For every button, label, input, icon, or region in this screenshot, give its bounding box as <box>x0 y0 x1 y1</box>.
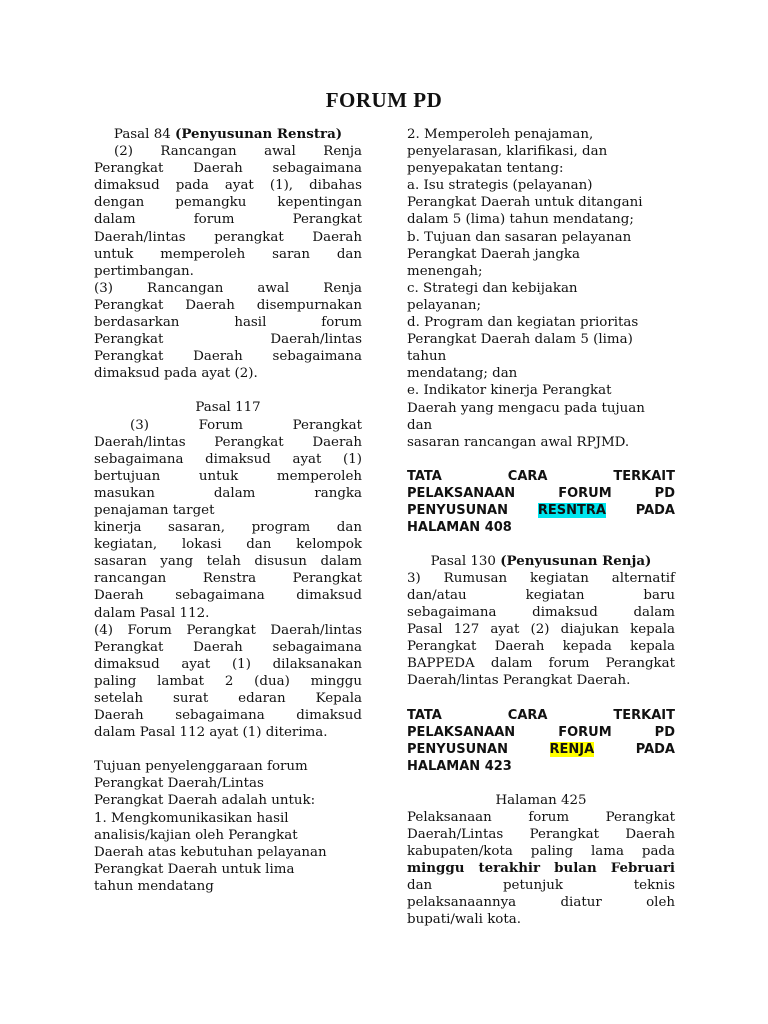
pasal-117-ayat-4 <box>94 622 362 742</box>
text-line: sasaran rancangan awal RPJMD. <box>407 434 630 450</box>
text-line: dalam Pasal 112 ayat (1) diterima. <box>94 725 328 741</box>
text-line: dalam 5 (lima) tahun mendatang; <box>407 212 634 228</box>
text-line: sebagaimana dimaksud ayat (1) <box>94 451 362 467</box>
bold-deadline: minggu terakhir bulan Februari <box>407 859 675 876</box>
pasal-130-label: Pasal 130 <box>430 553 501 569</box>
text-line: Pelaksanaan forum Perangkat <box>407 809 675 825</box>
text-line: dan <box>407 417 433 433</box>
text-line: dengan pemangku kepentingan <box>94 195 362 211</box>
text-line: dalam forum Perangkat <box>94 212 362 228</box>
text-line: menengah; <box>407 263 483 279</box>
text-line: (2) Rancangan awal Renja <box>114 144 362 160</box>
text-line: masukan dalam rangka <box>94 485 362 501</box>
halaman-425-body <box>407 809 675 929</box>
text-line <box>407 741 675 758</box>
text-line: Perangkat Daerah sebagaimana <box>94 161 362 177</box>
text-line: Daerah/Lintas Perangkat Daerah <box>407 826 675 842</box>
text-line: d. Program dan kegiatan prioritas <box>407 315 639 331</box>
text-line: 3) Rumusan kegiatan alternatif <box>407 570 675 586</box>
tata-cara-renja-heading <box>407 707 675 775</box>
text-line: pelaksanaannya diatur oleh <box>407 895 675 911</box>
text-line: Pasal 127 ayat (2) diajukan kepala <box>407 622 675 638</box>
text-line: Perangkat Daerah adalah untuk: <box>94 793 316 809</box>
text-line: pelayanan; <box>407 297 482 313</box>
pasal-84-label: Pasal 84 <box>113 127 175 142</box>
pasal-84-ayat-2 <box>94 143 362 280</box>
text-line: Daerah/lintas Perangkat Daerah <box>94 434 362 450</box>
text-line: Daerah yang mengacu pada tujuan <box>407 400 645 416</box>
highlight-renja: RENJA <box>549 741 595 757</box>
text-line: penyepakatan tentang: <box>407 161 564 177</box>
text-line: tahun mendatang <box>94 878 214 894</box>
pasal-84-subtitle: (Penyusunan Renstra) <box>175 126 343 142</box>
text-line: sasaran yang telah disusun dalam <box>94 554 362 570</box>
text-line: dan/atau kegiatan baru <box>407 587 675 603</box>
pasal-130-subtitle: (Penyusunan Renja) <box>500 552 652 569</box>
text-line: c. Strategi dan kebijakan <box>407 280 578 296</box>
tata-cara-renstra-heading <box>407 468 675 536</box>
text-line: e. Indikator kinerja Perangkat <box>407 383 612 399</box>
text-line: Perangkat Daerah jangka <box>407 246 580 262</box>
text-line: paling lambat 2 (dua) minggu <box>94 673 362 689</box>
pasal-117-ayat-3 <box>94 417 362 622</box>
text-line: untuk memperoleh saran dan <box>94 246 362 262</box>
text-line: berdasarkan hasil forum <box>94 315 362 331</box>
pasal-130-heading <box>407 553 675 570</box>
text-run: PENYUSUNAN <box>407 502 538 518</box>
text-line: Daerah atas kebutuhan pelayanan <box>94 844 327 860</box>
pasal-117-heading: Pasal 117 <box>195 400 261 416</box>
text-line: Perangkat Daerah/Lintas <box>94 776 264 792</box>
text-line <box>407 502 675 519</box>
text-line: penyelarasan, klarifikasi, dan <box>407 144 608 160</box>
text-line: analisis/kajian oleh Perangkat <box>94 827 298 843</box>
text-line: dalam Pasal 112. <box>94 605 210 621</box>
page-title: FORUM PD <box>325 88 443 112</box>
text-line: Perangkat Daerah untuk lima <box>94 861 295 877</box>
text-line: TATA CARA TERKAIT <box>407 468 675 484</box>
text-line: kinerja sasaran, program dan <box>94 520 362 536</box>
text-line: b. Tujuan dan sasaran pelayanan <box>407 229 632 245</box>
text-line: Perangkat Daerah dalam 5 (lima) <box>407 332 633 348</box>
text-line: pertimbangan. <box>94 263 194 279</box>
text-line: kegiatan, lokasi dan kelompok <box>94 537 362 553</box>
text-line: Perangkat Daerah/lintas <box>94 332 362 348</box>
text-line: PELAKSANAAN FORUM PD <box>407 724 675 740</box>
text-line: dan petunjuk teknis <box>407 878 675 893</box>
pasal-130-body <box>407 570 675 690</box>
text-line: Perangkat Daerah disempurnakan <box>94 297 362 313</box>
text-line: bupati/wali kota. <box>407 912 521 928</box>
text-line: Daerah/lintas perangkat Daerah <box>94 229 362 245</box>
text-line: (3) Forum Perangkat <box>130 417 362 433</box>
text-line: TATA CARA TERKAIT <box>407 707 675 723</box>
pasal-84-ayat-3 <box>94 280 362 383</box>
text-line: BAPPEDA dalam forum Perangkat <box>407 656 675 672</box>
text-line: dimaksud pada ayat (2). <box>94 366 258 382</box>
highlight-resntra: RESNTRA <box>537 502 606 518</box>
text-line: dimaksud ayat (1) dilaksanakan <box>94 656 362 672</box>
text-line: 2. Memperoleh penajaman, <box>407 127 594 142</box>
text-line: Perangkat Daerah sebagaimana <box>94 349 362 365</box>
text-line: dimaksud pada ayat (1), dibahas <box>94 178 362 194</box>
text-line: HALAMAN 408 <box>407 519 512 535</box>
text-line: (3) Rancangan awal Renja <box>94 280 362 296</box>
tujuan-paragraph <box>94 758 362 895</box>
text-run: PENYUSUNAN <box>407 741 550 757</box>
left-column <box>94 126 362 895</box>
text-line: HALAMAN 423 <box>407 758 512 774</box>
text-line: penajaman target <box>94 502 215 518</box>
text-line: Tujuan penyelenggaraan forum <box>94 759 308 775</box>
tujuan-continued <box>407 126 675 451</box>
text-line: kabupaten/kota paling lama pada <box>407 843 675 859</box>
text-line: sebagaimana dimaksud dalam <box>407 605 675 621</box>
text-line: (4) Forum Perangkat Daerah/lintas <box>94 622 362 638</box>
text-line: Daerah sebagaimana dimaksud <box>94 708 362 724</box>
text-line: 1. Mengkomunikasikan hasil <box>94 810 289 826</box>
text-line: Perangkat Daerah untuk ditangani <box>407 195 643 211</box>
text-line <box>407 860 675 877</box>
text-run: PADA <box>605 502 675 518</box>
text-line: a. Isu strategis (pelayanan) <box>407 178 593 194</box>
text-line: Daerah sebagaimana dimaksud <box>94 588 362 604</box>
pasal-84-heading <box>94 126 362 143</box>
text-line: setelah surat edaran Kepala <box>94 691 362 706</box>
text-line: tahun <box>407 349 447 365</box>
text-line: rancangan Renstra Perangkat <box>94 571 362 587</box>
text-line: PELAKSANAAN FORUM PD <box>407 485 675 501</box>
text-line: Perangkat Daerah sebagaimana <box>94 639 362 655</box>
right-column <box>407 126 675 928</box>
text-line: bertujuan untuk memperoleh <box>94 468 362 484</box>
text-run: PADA <box>594 741 675 757</box>
text-line: mendatang; dan <box>407 366 518 382</box>
text-line: Daerah/lintas Perangkat Daerah. <box>407 673 631 689</box>
text-line: Perangkat Daerah kepada kepala <box>407 639 675 655</box>
halaman-425-heading: Halaman 425 <box>495 792 587 808</box>
